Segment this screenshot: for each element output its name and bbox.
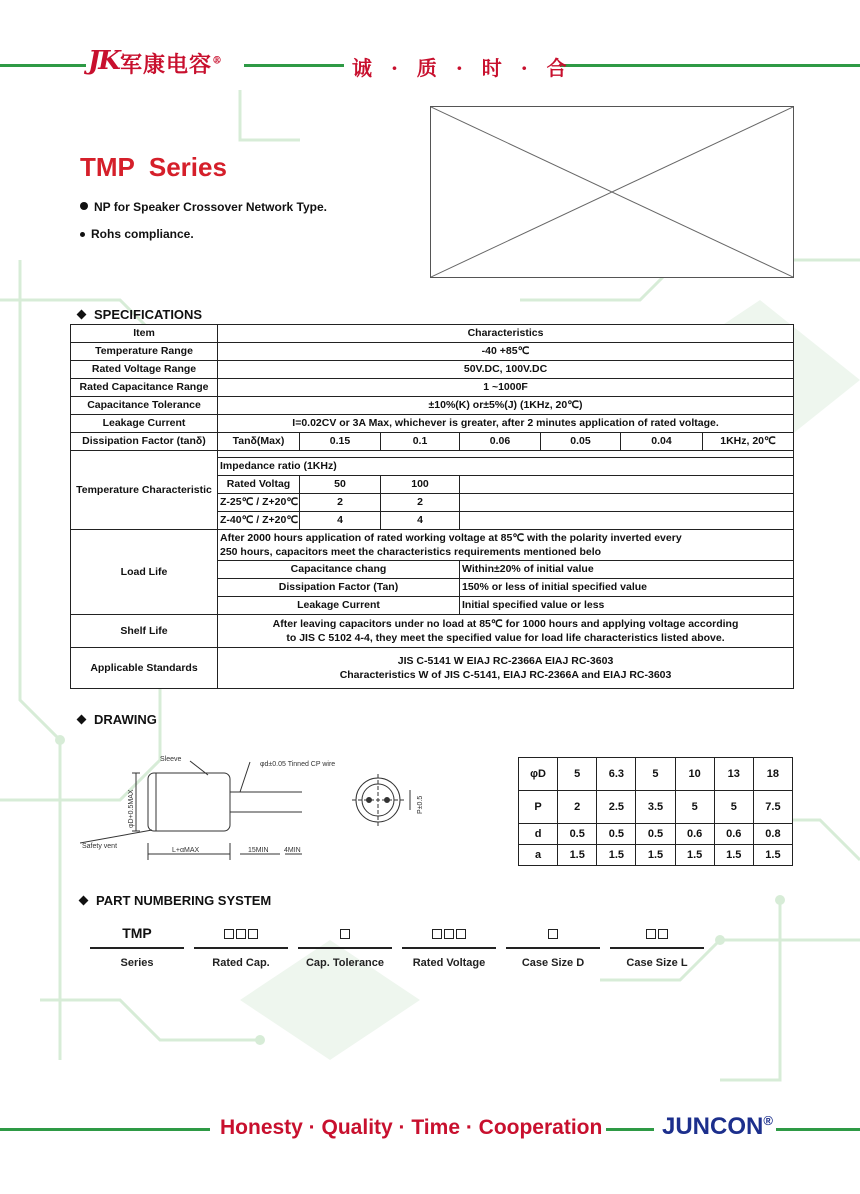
spec-row-rated-capacitance [71,379,794,397]
logo-name-text: 军康电容 [120,52,213,78]
part-field-bar [90,947,184,949]
diamond-icon [77,715,87,725]
box-icon [658,929,668,939]
section-drawing [78,712,157,727]
spec-label: Rated Voltage Range [71,361,218,379]
spec-label: Temperature Characteristic [71,451,218,530]
part-field-rated-cap [194,922,288,969]
spec-label: Dissipation Factor (tanδ) [71,433,218,451]
dims-cell: 0.5 [636,824,675,845]
dims-cell: 13 [714,758,753,791]
drawing-label-sleeve: Sleeve [160,756,182,763]
temp-char-cell: Z-25℃ / Z+20℃ [218,494,300,512]
logo-reg: ® [212,55,224,67]
diamond-icon [77,310,87,320]
shelf-life-line-1: After leaving capacitors under no load at 85℃ for 1000 hours and applying voltage according [272,618,739,630]
dissipation-cell: Tanδ(Max) [218,433,300,451]
spec-value: ±10%(K) or±5%(J) (1KHz, 20℃) [218,397,794,415]
temp-char-spacer [218,451,794,458]
part-field-bar [610,947,704,949]
part-field-bar [506,947,600,949]
temp-char-cell: 2 [381,494,460,512]
part-series-code: TMP [122,925,152,941]
spec-head-characteristics: Characteristics [218,325,794,343]
part-field-bar [402,947,496,949]
temp-char-empty [460,512,794,530]
dims-cell: 1.5 [636,845,675,866]
load-life-desc-row [71,530,794,561]
spec-label: Capacitance Tolerance [71,397,218,415]
box-icon [236,929,246,939]
diamond-icon [79,896,89,906]
dims-cell: 7.5 [753,791,792,824]
standards-line-2: Characteristics W of JIS C-5141, EIAJ RC-2366A and EIAJ RC-3603 [339,669,672,681]
drawing-label-wire: φd±0.05 Tinned CP wire [260,761,336,768]
part-field-label: Rated Cap. [212,957,270,969]
drawing-label-lead-min-2: 4MIN [284,847,301,854]
load-life-value: Within±20% of initial value [460,561,794,579]
dims-cell: 0.5 [558,824,597,845]
spec-row-shelf-life [71,615,794,648]
spec-head-row [71,325,794,343]
specifications-table [70,324,794,689]
footer-brand [662,1113,773,1141]
dims-cell: 2 [558,791,597,824]
shelf-life-line-2: to JIS C 5102 4-4, they meet the specified value for load life characteristics listed above. [286,632,725,644]
dims-cell: 0.5 [597,824,636,845]
spec-label: Rated Capacitance Range [71,379,218,397]
spec-row-temperature-range [71,343,794,361]
temp-char-empty [460,494,794,512]
spec-head-item: Item [71,325,218,343]
header-line-left [0,64,86,67]
spec-label: Shelf Life [71,615,218,648]
load-life-value: Initial specified value or less [460,597,794,615]
product-image-placeholder [430,106,794,278]
dims-cell: 1.5 [753,845,792,866]
dims-cell: 1.5 [714,845,753,866]
drawing-label-length: L+αMAX [172,847,200,854]
dims-row [519,758,793,791]
part-field-boxes [610,922,704,944]
spec-value: I=0.02CV or 3A Max, whichever is greater, after 2 minutes application of rated voltage. [218,415,794,433]
dims-cell: a [519,845,558,866]
footer-line-middle [606,1128,654,1131]
dissipation-cell: 0.06 [460,433,541,451]
section-part-numbering-title: PART NUMBERING SYSTEM [96,893,272,908]
temp-char-cell: 50 [300,476,381,494]
part-field-rated-voltage [402,922,496,969]
temp-char-cell: 100 [381,476,460,494]
drawing-label-safety-vent: Safety vent [82,843,118,850]
standards-value [218,648,794,689]
bullet-icon [80,232,85,237]
dims-cell: 1.5 [558,845,597,866]
section-specifications-title: SPECIFICATIONS [94,307,203,322]
part-field-series [90,922,184,969]
dissipation-cell: 0.04 [621,433,703,451]
feature-1 [80,200,327,214]
load-life-item: Capacitance chang [218,561,460,579]
drawing-label-diameter: φD+0.5MAX [128,789,135,828]
dissipation-cell: 1KHz, 20℃ [703,433,794,451]
footer-line-left [0,1128,210,1131]
series-title: TMP Series [80,152,227,182]
section-part-numbering [80,893,271,908]
footer-brand-reg: ® [763,1113,773,1128]
temp-char-cell: Z-40℃ / Z+20℃ [218,512,300,530]
part-field-boxes [506,922,600,944]
logo-mark: JK [88,46,119,76]
dims-cell: 5 [675,791,714,824]
part-field-bar [194,947,288,949]
dims-row [519,845,793,866]
part-field-label: Rated Voltage [412,957,486,969]
footer-brand-name: JUNCON [662,1113,764,1140]
spec-label: Leakage Current [71,415,218,433]
part-field-case-size-d [506,922,600,969]
part-field-label: Series [120,957,154,969]
dims-cell: d [519,824,558,845]
spec-row-capacitance-tolerance [71,397,794,415]
dissipation-cell: 0.1 [381,433,460,451]
load-life-item: Leakage Current [218,597,460,615]
box-icon [340,929,350,939]
box-icon [248,929,258,939]
header-line-middle [244,64,344,67]
dims-cell: φD [519,758,558,791]
spec-value: 50V.DC, 100V.DC [218,361,794,379]
temp-char-spacer-row [71,451,794,458]
temp-char-cell: 2 [300,494,381,512]
spec-label: Load Life [71,530,218,615]
feature-2 [80,227,194,241]
dims-cell: 0.6 [714,824,753,845]
standards-line-1: JIS C-5141 W EIAJ RC-2366A EIAJ RC-3603 [397,655,614,667]
dims-cell: 5 [636,758,675,791]
spec-label: Applicable Standards [71,648,218,689]
spec-value: -40 +85℃ [218,343,794,361]
feature-1-text: NP for Speaker Crossover Network Type. [94,200,327,214]
part-field-cap-tolerance [298,922,392,969]
spec-row-leakage-current [71,415,794,433]
dims-cell: 0.6 [675,824,714,845]
placeholder-cross-icon [431,107,793,277]
drawing-label-lead-min: 15MIN [248,847,269,854]
dimensions-table [518,757,793,866]
dims-row [519,824,793,845]
header-motto: 诚 · 质 · 时 · 合 [352,56,573,80]
capacitor-drawing [80,748,440,863]
part-field-boxes [194,922,288,944]
load-life-desc-line-1: After 2000 hours application of rated working voltage at 85℃ with the polarity inverted every [220,532,682,544]
temp-char-cell: Rated Voltag [218,476,300,494]
spec-value: 1 ~1000F [218,379,794,397]
part-field-label: Cap. Tolerance [305,957,385,969]
logo-name [120,48,223,79]
bullet-icon [80,202,88,210]
spec-row-applicable-standards [71,648,794,689]
section-drawing-title: DRAWING [94,712,157,727]
load-life-value: 150% or less of initial specified value [460,579,794,597]
temp-char-subtitle: Impedance ratio (1KHz) [218,458,794,476]
dims-cell: 5 [558,758,597,791]
load-life-desc-line-2: 250 hours, capacitors meet the characteristics requirements mentioned belo [220,546,602,558]
temp-char-empty [460,476,794,494]
section-specifications [78,307,202,322]
temp-char-cell: 4 [381,512,460,530]
footer-slogan: Honesty · Quality · Time · Cooperation [220,1116,603,1139]
dims-cell: 18 [753,758,792,791]
dims-cell: 1.5 [675,845,714,866]
box-icon [224,929,234,939]
part-field-label: Case Size D [521,957,585,969]
spec-row-rated-voltage [71,361,794,379]
spec-row-dissipation [71,433,794,451]
dims-cell: 0.8 [753,824,792,845]
dims-cell: 3.5 [636,791,675,824]
box-icon [456,929,466,939]
dims-cell: 10 [675,758,714,791]
dims-cell: 2.5 [597,791,636,824]
spec-label: Temperature Range [71,343,218,361]
dissipation-cell: 0.05 [541,433,621,451]
part-field-boxes [402,922,496,944]
dims-cell: 5 [714,791,753,824]
dims-cell: P [519,791,558,824]
load-life-desc [218,530,794,561]
header-line-right [560,64,860,67]
part-field-boxes [298,922,392,944]
dims-cell: 6.3 [597,758,636,791]
load-life-item: Dissipation Factor (Tan) [218,579,460,597]
dims-cell: 1.5 [597,845,636,866]
box-icon [548,929,558,939]
part-field-bar [298,947,392,949]
dissipation-cell: 0.15 [300,433,381,451]
box-icon [646,929,656,939]
feature-2-text: Rohs compliance. [91,227,194,241]
dims-row [519,791,793,824]
part-field-label: Case Size L [626,957,688,969]
shelf-life-value [218,615,794,648]
part-field-case-size-l [610,922,704,969]
temp-char-cell: 4 [300,512,381,530]
box-icon [444,929,454,939]
footer-line-right [776,1128,860,1131]
box-icon [432,929,442,939]
drawing-label-pitch: P±0.5 [417,795,424,814]
